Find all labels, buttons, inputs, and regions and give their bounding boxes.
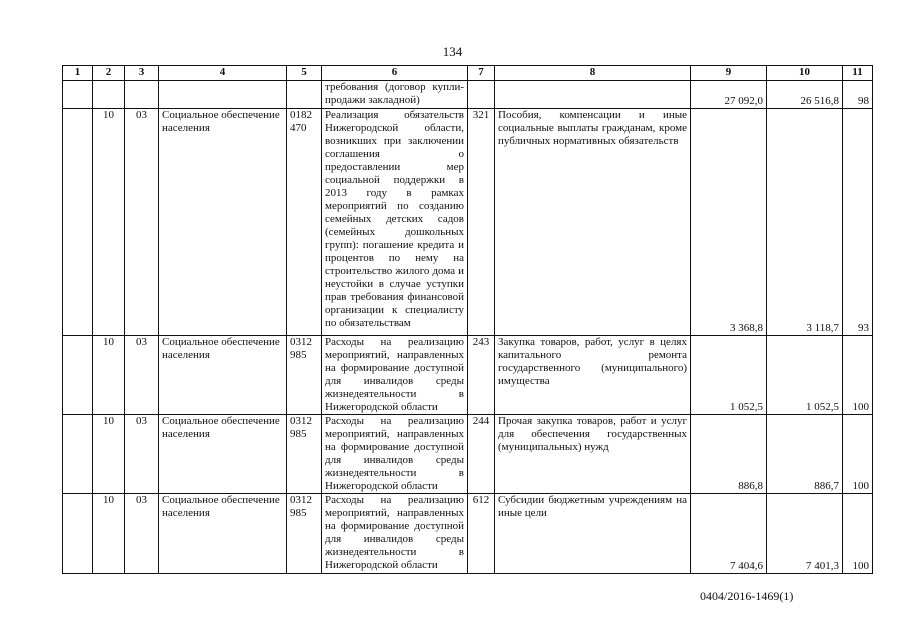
cell-col1 — [63, 109, 93, 336]
cell-section-name: Социальное обеспечение населения — [159, 109, 287, 336]
cell-col1 — [63, 415, 93, 494]
cell-expense-name: Закупка товаров, работ, услуг в целях капитального ремонта государственного (муниципального) имущества — [495, 336, 691, 415]
cell-expense-name: Прочая закупка товаров, работ и услуг для обеспечения государственных (муниципальных) нужд — [495, 415, 691, 494]
cell-expense-name: Пособия, компенсации и иные социальные выплаты гражданам, кроме публичных нормативных обязательств — [495, 109, 691, 336]
cell-expense-type: 612 — [468, 494, 495, 574]
cell-planned: 886,8 — [691, 415, 767, 494]
column-header: 4 — [159, 66, 287, 81]
cell-subsection: 03 — [125, 494, 159, 574]
cell-section — [93, 81, 125, 109]
cell-planned: 3 368,8 — [691, 109, 767, 336]
cell-executed: 7 401,3 — [767, 494, 843, 574]
column-header: 10 — [767, 66, 843, 81]
cell-section: 10 — [93, 336, 125, 415]
table-row — [63, 81, 873, 109]
cell-target-code: 0312 985 — [287, 415, 322, 494]
cell-subsection — [125, 81, 159, 109]
cell-percent: 100 — [843, 336, 873, 415]
column-header: 11 — [843, 66, 873, 81]
cell-executed: 1 052,5 — [767, 336, 843, 415]
table-row — [63, 494, 873, 574]
cell-section-name: Социальное обеспечение населения — [159, 494, 287, 574]
column-header: 2 — [93, 66, 125, 81]
cell-description: Расходы на реализацию мероприятий, направленных на формирование доступной для инвалидов среды жизнедеятельности в Нижегородской области — [322, 415, 468, 494]
column-header: 3 — [125, 66, 159, 81]
cell-expense-type: 321 — [468, 109, 495, 336]
column-header: 8 — [495, 66, 691, 81]
cell-section-name — [159, 81, 287, 109]
cell-percent: 93 — [843, 109, 873, 336]
cell-target-code: 0182 470 — [287, 109, 322, 336]
table-row — [63, 415, 873, 494]
cell-expense-type: 243 — [468, 336, 495, 415]
budget-table — [62, 65, 873, 574]
cell-executed: 3 118,7 — [767, 109, 843, 336]
cell-subsection: 03 — [125, 109, 159, 336]
cell-executed: 26 516,8 — [767, 81, 843, 109]
cell-expense-type: 244 — [468, 415, 495, 494]
column-header: 6 — [322, 66, 468, 81]
cell-expense-type — [468, 81, 495, 109]
cell-planned: 27 092,0 — [691, 81, 767, 109]
cell-expense-name — [495, 81, 691, 109]
cell-expense-name: Субсидии бюджетным учреждениям на иные цели — [495, 494, 691, 574]
cell-planned: 7 404,6 — [691, 494, 767, 574]
cell-percent: 100 — [843, 415, 873, 494]
cell-subsection: 03 — [125, 336, 159, 415]
column-header: 1 — [63, 66, 93, 81]
cell-percent: 98 — [843, 81, 873, 109]
cell-description: требования (договор купли-продажи закладной) — [322, 81, 468, 109]
cell-col1 — [63, 336, 93, 415]
cell-percent: 100 — [843, 494, 873, 574]
column-header: 7 — [468, 66, 495, 81]
cell-subsection: 03 — [125, 415, 159, 494]
cell-col1 — [63, 494, 93, 574]
cell-section: 10 — [93, 109, 125, 336]
cell-section-name: Социальное обеспечение населения — [159, 415, 287, 494]
cell-col1 — [63, 81, 93, 109]
table-row — [63, 109, 873, 336]
document-code: 0404/2016-1469(1) — [700, 589, 794, 603]
page-number: 134 — [442, 44, 463, 59]
cell-planned: 1 052,5 — [691, 336, 767, 415]
table-row — [63, 336, 873, 415]
column-header: 5 — [287, 66, 322, 81]
cell-description: Расходы на реализацию мероприятий, направленных на формирование доступной для инвалидов среды жизнедеятельности в Нижегородской области — [322, 494, 468, 574]
header-row — [63, 66, 873, 81]
cell-target-code: 0312 985 — [287, 336, 322, 415]
column-header: 9 — [691, 66, 767, 81]
cell-target-code: 0312 985 — [287, 494, 322, 574]
cell-description: Реализация обязательств Нижегородской области, возникших при заключении соглашения о предоставлении мер социальной поддержки в 2013 году в рамках мероприятий по созданию семейных детских садов (семейных дошкольных групп): погашение кредита и процентов по нему на строительство жилого дома и неустойки в случае уступки прав требования финансовой организации к специалисту по обязательствам — [322, 109, 468, 336]
cell-section: 10 — [93, 415, 125, 494]
cell-section-name: Социальное обеспечение населения — [159, 336, 287, 415]
cell-executed: 886,7 — [767, 415, 843, 494]
cell-description: Расходы на реализацию мероприятий, направленных на формирование доступной для инвалидов среды жизнедеятельности в Нижегородской области — [322, 336, 468, 415]
cell-target-code — [287, 81, 322, 109]
cell-section: 10 — [93, 494, 125, 574]
